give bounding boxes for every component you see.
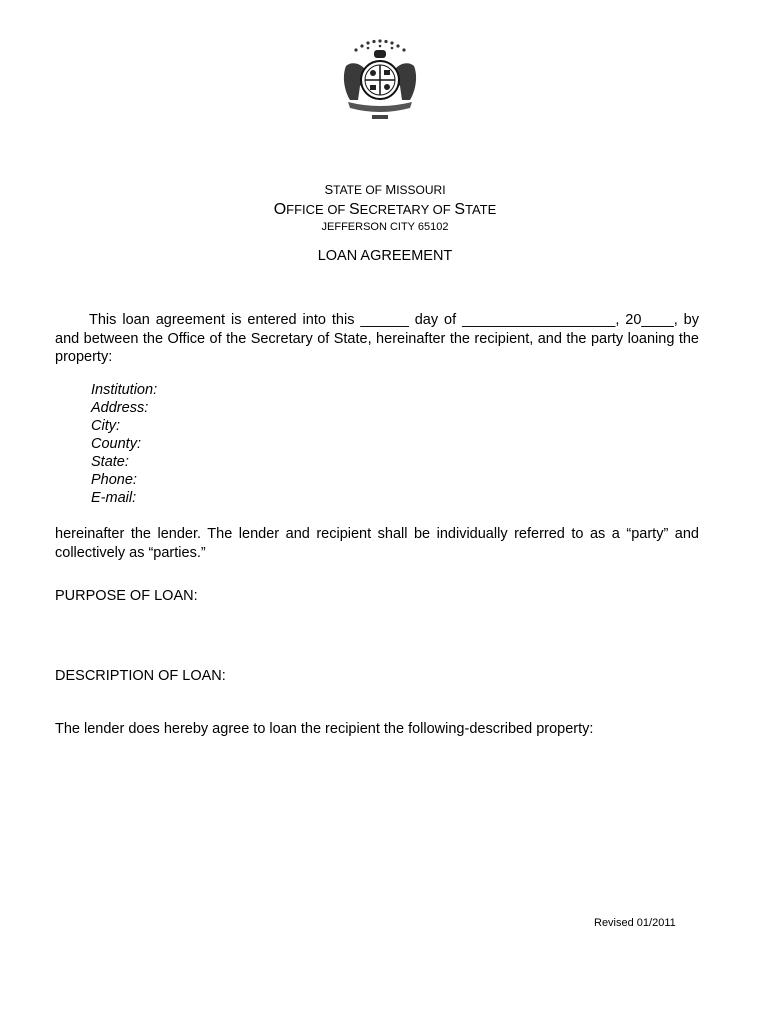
state-heading-rest2: ISSOURI (396, 183, 446, 197)
office-heading-cap2: S (349, 201, 360, 218)
lender-paragraph: hereinafter the lender. The lender and recipient shall be individually referred to as a “party” and collectively as “parties.” (55, 526, 699, 561)
office-heading-rest2: ECRETARY OF (359, 202, 455, 217)
institution-label: Institution: (91, 382, 158, 398)
county-label: County: (91, 436, 141, 452)
state-heading-cap2: M (385, 182, 397, 197)
intro-text: This loan agreement is entered into this ______ day of ___________________, 20____, by and between the Office of the Secretary of State, hereinafter the recipient, and the party loaning the property: (55, 312, 699, 365)
lender-fields (91, 381, 157, 507)
state-label: State: (91, 454, 129, 470)
office-heading-rest3: TATE (464, 202, 497, 217)
description-heading: DESCRIPTION OF LOAN: (55, 668, 226, 684)
office-heading-cap1: O (273, 201, 287, 218)
state-heading-cap1: S (324, 182, 334, 197)
state-seal-icon (336, 36, 424, 122)
office-heading-cap3: S (454, 201, 465, 218)
office-heading (0, 201, 770, 219)
email-label: E-mail: (91, 490, 137, 506)
phone-label: Phone: (91, 472, 137, 488)
city-heading: JEFFERSON CITY 65102 (321, 221, 449, 233)
city-label: City: (91, 418, 120, 434)
intro-paragraph (55, 311, 699, 367)
address-label: Address: (91, 400, 149, 416)
office-heading-rest1: FFICE OF (286, 202, 349, 217)
state-heading (0, 182, 770, 197)
revision-note: Revised 01/2011 (594, 917, 676, 929)
state-heading-rest1: TATE OF (333, 183, 386, 197)
purpose-heading: PURPOSE OF LOAN: (55, 588, 198, 604)
agreement-statement: The lender does hereby agree to loan the recipient the following-described property: (55, 721, 594, 737)
document-title: LOAN AGREEMENT (317, 248, 453, 264)
